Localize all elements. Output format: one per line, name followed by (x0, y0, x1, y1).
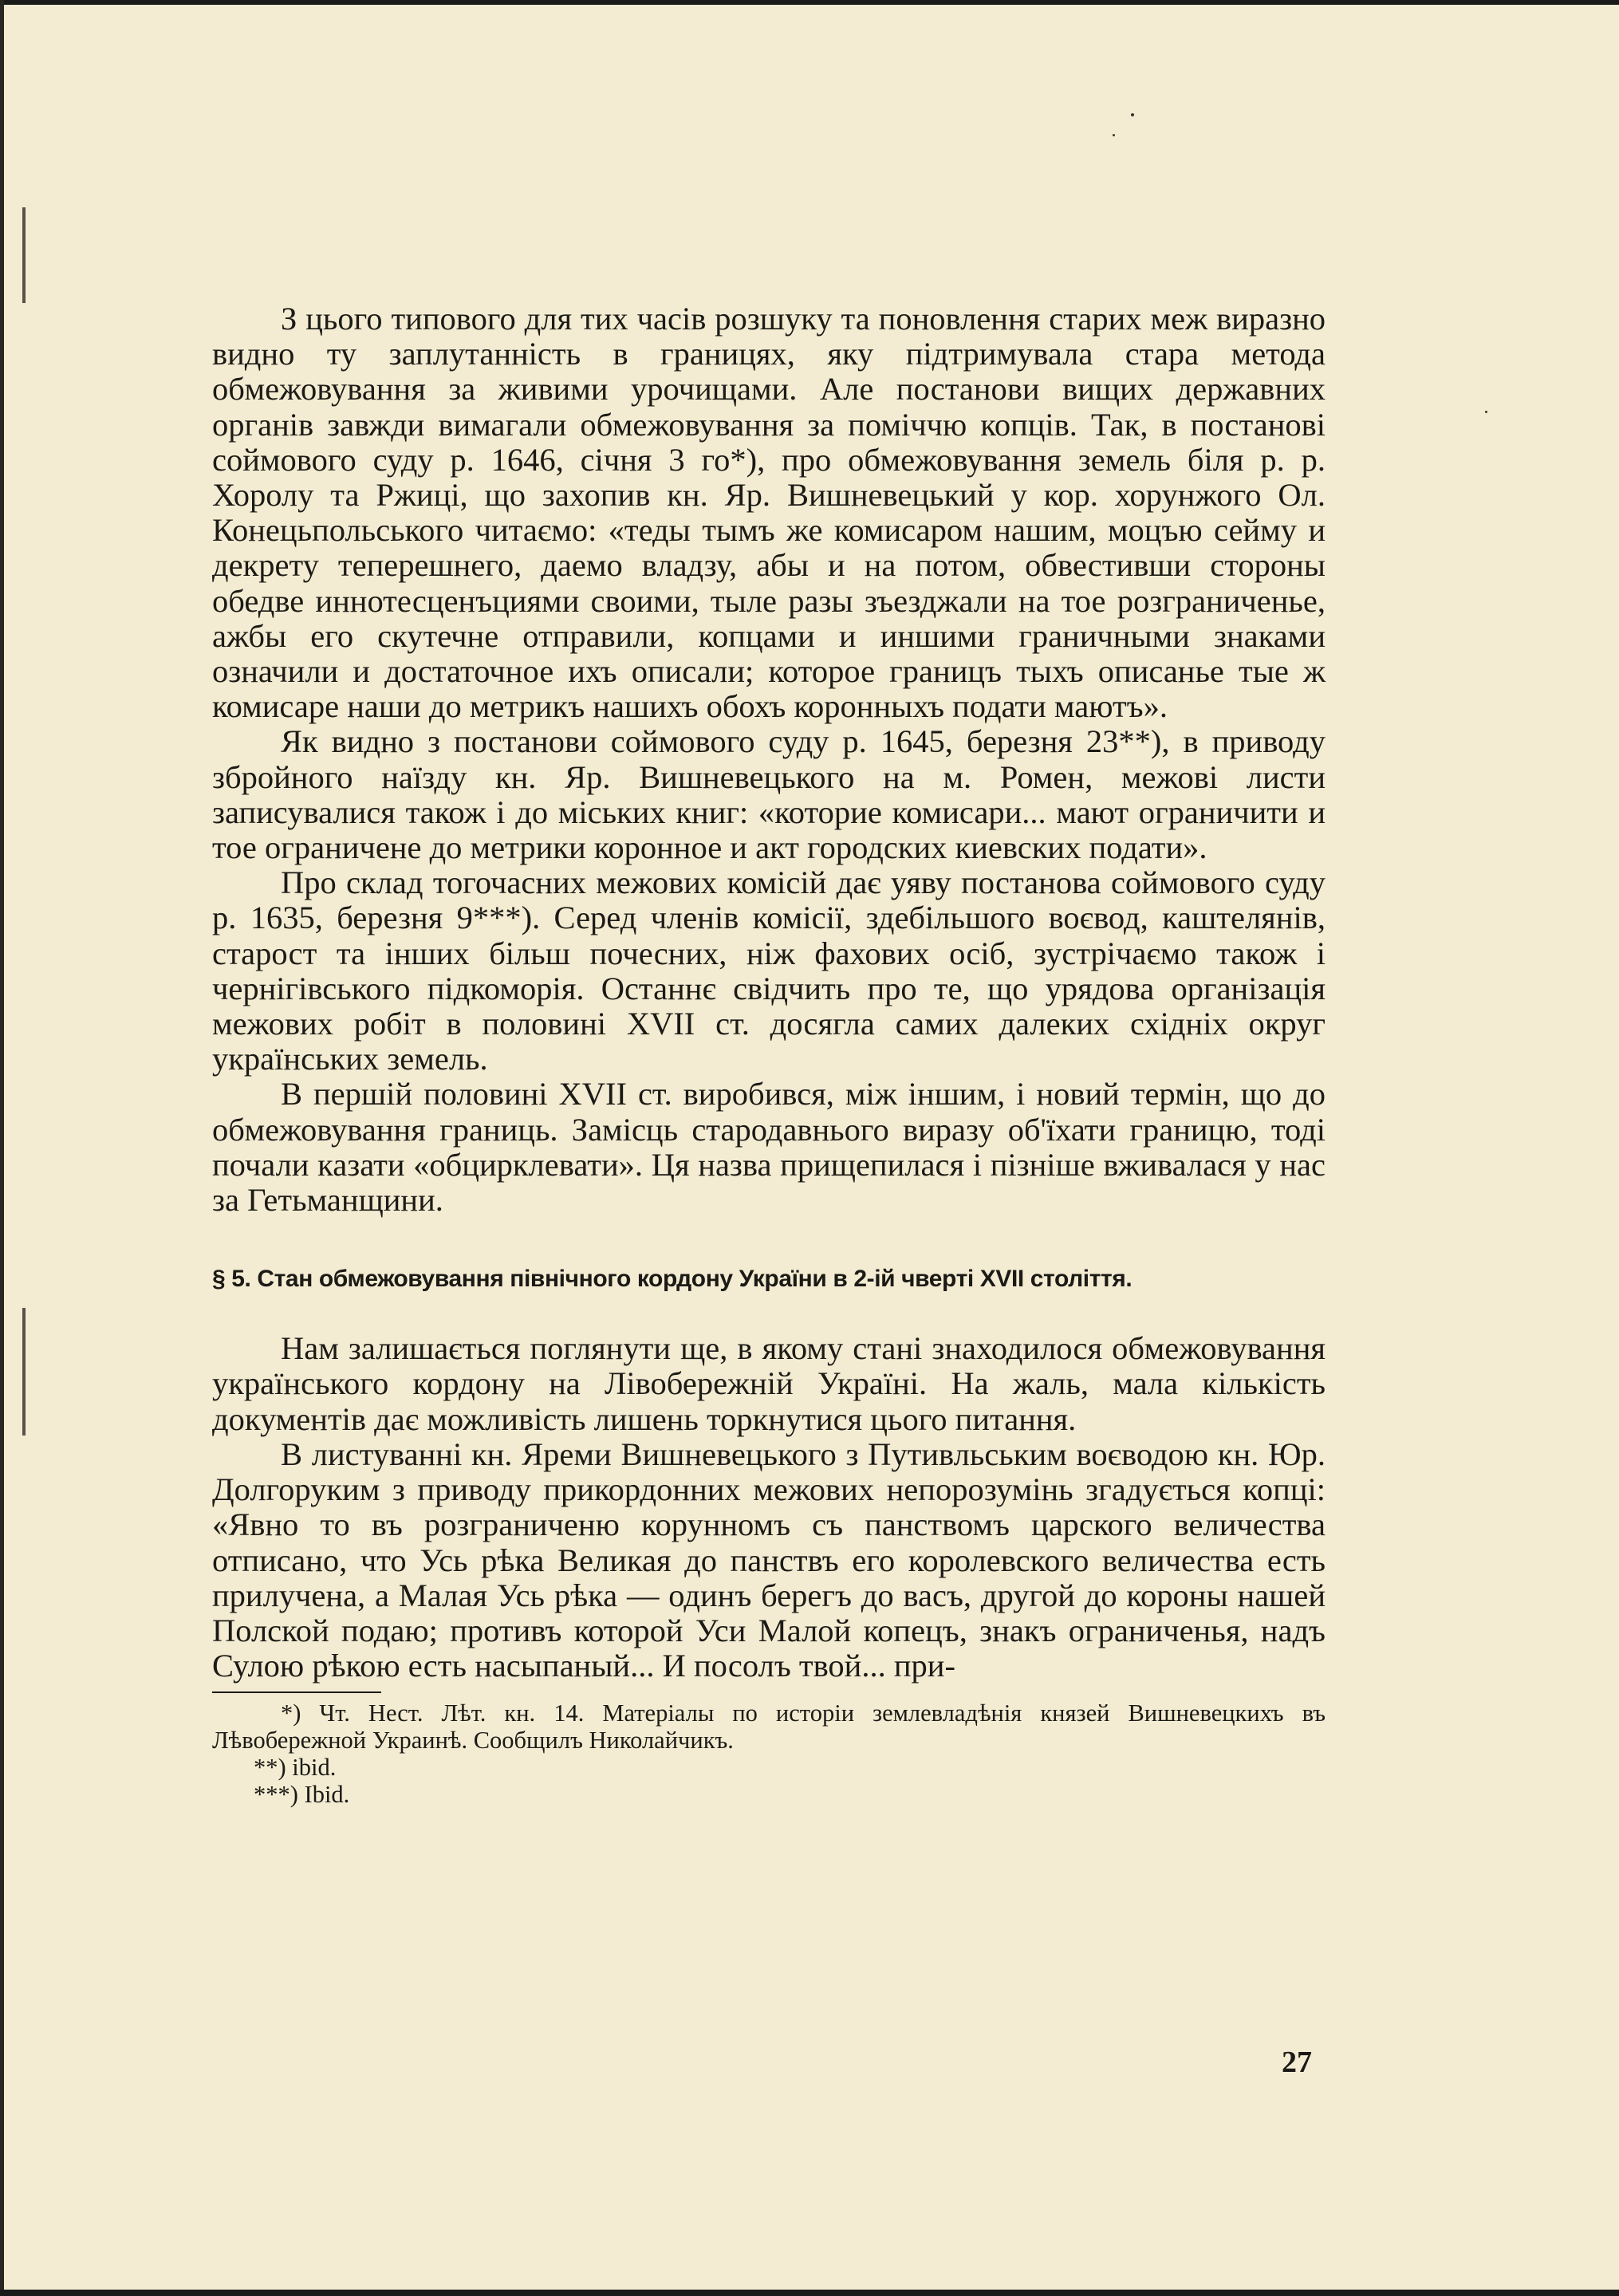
page-body (212, 301, 1326, 1808)
paper-speck (1485, 411, 1487, 413)
scan-edge-bottom (0, 2290, 1619, 2296)
footnote: ***) Ibid. (254, 1781, 350, 1809)
paragraph: Нам залишається поглянути ще, в якому стані знаходилося обмежовування українського кордону на Лівобережній Україні. На жаль, мала кількість документів дає можливість лишень торкнутися цього питання. (212, 1330, 1326, 1437)
scan-edge-top (0, 0, 1619, 5)
scan-edge-left (0, 0, 4, 2296)
paper-speck (1113, 134, 1115, 136)
section-heading: § 5. Стан обмежовування північного кордону України в 2-ій чверті XVII століття. (212, 1266, 1133, 1293)
paragraph: Як видно з постанови соймового суду р. 1645, березня 23**), в приводу збройного наїзду кн. Яр. Вишневецького на м. Ромен, межові листи записувалися також і до міських книг: «которие комисари... мают ограничити и тое ограничене до метрики коронное и акт городских киевских подати». (212, 723, 1326, 866)
paragraph: З цього типового для тих часів розшуку та поновлення старих меж виразно видно ту заплутанність в границях, яку підтримувала стара метода обмежовування за живими урочищами. Але постанови вищих державних органів завжди вимагали обмежовування за поміччю копців. Так, в постанові соймового суду р. 1646, січня 3 го*), про обмежовування земель біля р. р. Хоролу та Ржиці, що захопив кн. Яр. Вишневецький у кор. хорунжого Ол. Конецьпольського читаємо: «теды тымъ же комисаром нашим, моцъю сейму и декрету теперешнего, даемо владзу, абы и на потом, обвестивши стороны обедве иннотесценъциями своими, тыле разы зъезджали на тое розграниченье, ажбы его скутечне отправили, копцами и иншими граничными знаками означили и достаточное ихъ описали; которое границъ тыхъ описанье тые ж комисаре наши до метрикъ нашихъ обохъ коронныхъ подати маютъ». (212, 301, 1326, 725)
binding-mark (22, 1308, 26, 1435)
footnote: **) ibid. (254, 1754, 337, 1782)
paragraph: Про склад тогочасних межових комісій дає уяву постанова соймового суду р. 1635, березня 9***). Серед членів комісії, здебільшого воєвод, каштелянів, старост та інших більш почесних, ніж фахових осіб, зустрічаємо також і чернігівського підкоморія. Останнє свідчить про те, що урядова організація межових робіт в половині XVII ст. досягла самих далеких східніх округ українських земель. (212, 864, 1326, 1077)
page-number: 27 (1282, 2046, 1312, 2079)
paper-speck (1131, 113, 1134, 116)
paragraph: В листуванні кн. Яреми Вишневецького з Путивльським воєводою кн. Юр. Долгоруким з приводу прикордонних межових непорозумінь згадується копці: «Явно то въ розграниченю корунномъ съ панствомъ царского величества отписано, что Усь рѣка Великая до панствъ его королевского величества есть прилучена, а Малая Усь рѣка — одинъ берегъ до васъ, другой до короны нашей Полской подаю; противъ которой Уси Малой копецъ, знакъ ограниченья, надъ Сулою рѣкою есть насыпаный... И посолъ твой... при- (212, 1435, 1326, 1684)
binding-mark (22, 207, 26, 303)
footnotes (212, 1699, 1326, 1808)
footnote-divider (212, 1691, 381, 1693)
footnote: *) Чт. Нест. Лѣт. кн. 14. Матеріалы по исторіи землевладѣнія князей Вишневецкихъ въ Лѣвобережной Украинѣ. Сообщилъ Николайчикъ. (212, 1699, 1326, 1754)
paragraph: В першій половині XVII ст. виробився, між іншим, і новий термін, що до обмежовування границь. Замісць стародавнього виразу об'їхати границю, тоді почали казати «обцирклевати». Ця назва прищепилася і пізніше вживалася у нас за Гетьманщини. (212, 1076, 1326, 1219)
